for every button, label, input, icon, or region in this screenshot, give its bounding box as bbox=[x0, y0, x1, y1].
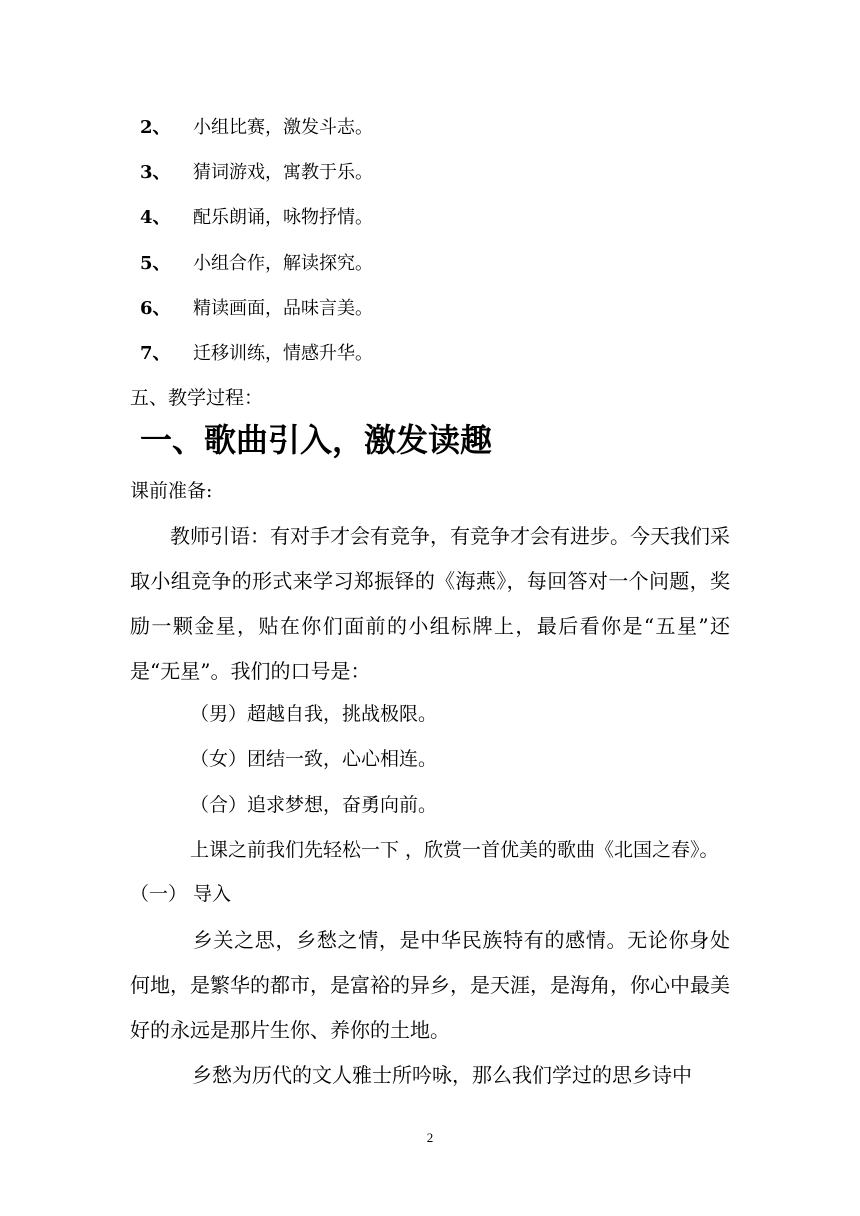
list-number: 7、 bbox=[140, 343, 171, 364]
section-heading-five: 五、教学过程： bbox=[130, 387, 264, 409]
song-line: 上课之前我们先轻松一下 ，欣赏一首优美的歌曲《北国之春》。 bbox=[190, 839, 719, 861]
list-text: 小组合作，解读探究。 bbox=[193, 253, 373, 274]
sub-heading-intro: （一） 导入 bbox=[130, 883, 232, 905]
slogan-together: （合）追求梦想，奋勇向前。 bbox=[190, 794, 438, 816]
heading-one: 一、歌曲引入，激发读趣 bbox=[140, 421, 493, 459]
poets-text: 乡愁为历代的文人雅士所吟咏，那么我们学过的思乡诗中 bbox=[192, 1063, 692, 1087]
teacher-intro-text: 教师引语：有对手才会有竞争，有竞争才会有进步。今天我们采取小组竞争的形式来学习郑振铎的《海燕》，每回答对一个问题，奖励一颗金星，贴在你们面前的小组标牌上，最后看你是“五星”还是“无星”。我们的口号是： bbox=[130, 524, 730, 683]
page-number: 2 bbox=[426, 1130, 434, 1145]
list-text: 迁移训练，情感升华。 bbox=[193, 343, 373, 364]
list-text: 配乐朗诵，咏物抒情。 bbox=[193, 207, 373, 228]
list-text: 小组比赛，激发斗志。 bbox=[193, 117, 373, 138]
list-text: 精读画面，品味言美。 bbox=[193, 298, 373, 319]
slogan-female: （女）团结一致，心心相连。 bbox=[190, 748, 438, 770]
homesick-text: 乡关之思，乡愁之情，是中华民族特有的感情。无论你身处何地，是繁华的都市，是富裕的异乡，是天涯，是海角，你心中最美好的永远是那片生你、养你的土地。 bbox=[130, 928, 730, 1042]
list-number: 5、 bbox=[140, 253, 171, 274]
slogan-male: （男）超越自我，挑战极限。 bbox=[190, 703, 438, 725]
prep-label: 课前准备: bbox=[130, 480, 213, 502]
list-number: 4、 bbox=[140, 207, 171, 228]
list-number: 6、 bbox=[140, 298, 171, 319]
teacher-intro-paragraph bbox=[130, 514, 730, 694]
list-text: 猜词游戏，寓教于乐。 bbox=[193, 162, 373, 183]
poets-paragraph bbox=[130, 1053, 730, 1098]
list-number: 3、 bbox=[140, 162, 171, 183]
homesick-paragraph bbox=[130, 918, 730, 1053]
list-number: 2、 bbox=[140, 117, 171, 138]
